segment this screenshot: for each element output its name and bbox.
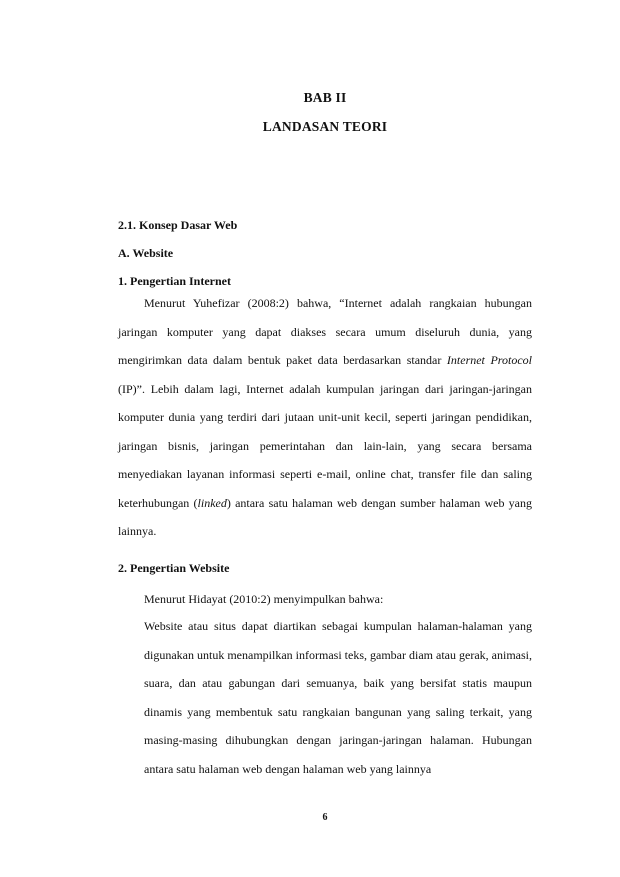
italic-term: linked xyxy=(197,495,227,510)
page-number: 6 xyxy=(322,812,328,823)
subsection-heading: A. Website xyxy=(118,246,174,260)
paragraph-text: Menurut Yuhefizar (2008:2) bahwa, “Internet adalah rangkaian hubungan jaringan komputer yang dapat diakses secara umum diseluruh dunia, yang mengirimkan data dalam bentuk paket data berdasarkan standar xyxy=(118,296,532,367)
sub-heading-website: 2. Pengertian Website xyxy=(118,561,230,575)
italic-term: Internet Protocol xyxy=(446,353,532,367)
paragraph-internet xyxy=(118,289,532,546)
chapter-number: BAB II xyxy=(303,90,347,105)
sub-heading-internet: 1. Pengertian Internet xyxy=(118,274,231,288)
paragraph-website-intro: Menurut Hidayat (2010:2) menyimpulkan bahwa: xyxy=(144,592,384,606)
block-quote: Website atau situs dapat diartikan sebagai kumpulan halaman-halaman yang digunakan untuk menampilkan informasi teks, gambar diam atau gerak, animasi, suara, dan atau gabungan dari semuanya, baik yang bersifat statis maupun dinamis yang membentuk satu rangkaian bangunan yang saling terkait, yang masing-masing dihubungkan dengan jaringan-jaringan halaman. Hubungan antara satu halaman web dengan halaman web yang lainnya xyxy=(144,619,532,776)
chapter-title: LANDASAN TEORI xyxy=(262,119,388,134)
paragraph-text: (IP)”. Lebih dalam lagi, Internet adalah kumpulan jaringan dari jaringan-jaringan komputer dunia yang terdiri dari jutaan unit-unit kecil, seperti jaringan pendidikan, jaringan bisnis, jaringan pemerintahan dan lain-lain, yang secara bersama menyediakan layanan informasi seperti e-mail, online chat, transfer file dan saling keterhubungan ( xyxy=(118,381,532,510)
section-heading: 2.1. Konsep Dasar Web xyxy=(118,218,238,232)
paragraph-text: ) antara satu halaman web dengan sumber halaman web yang lainnya. xyxy=(118,495,533,538)
